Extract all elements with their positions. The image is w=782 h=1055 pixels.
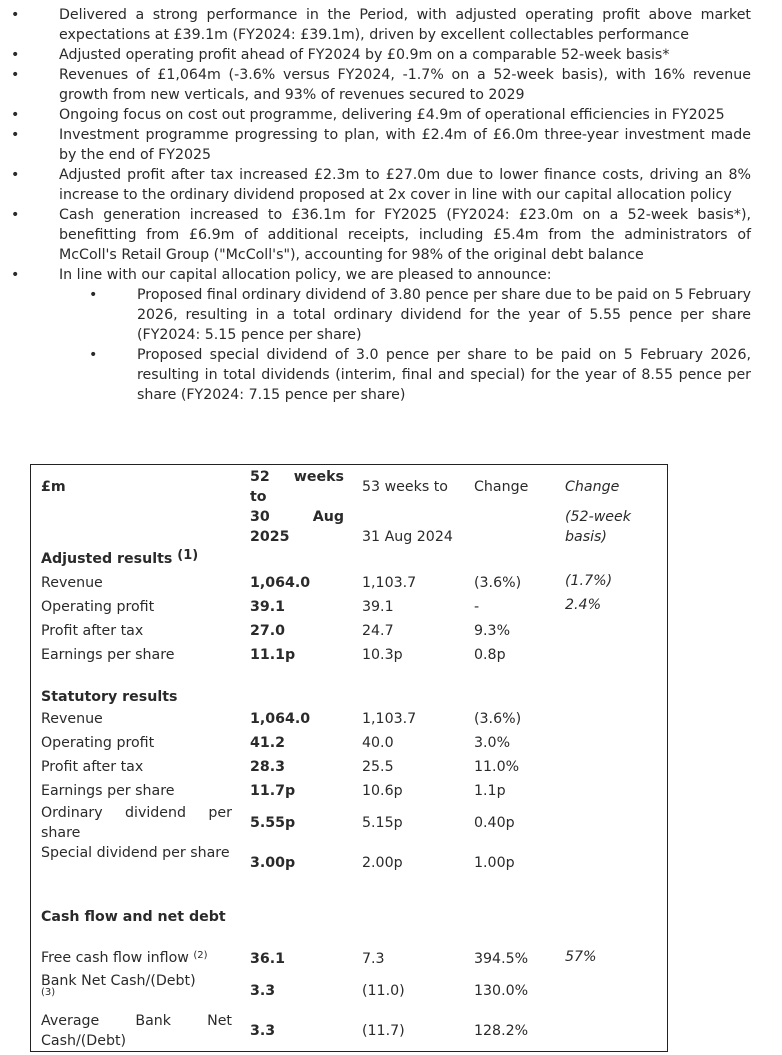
bullet-icon: • xyxy=(11,167,20,183)
row-label: Earnings per share xyxy=(41,647,175,663)
fy24-value: 10.6p xyxy=(362,783,403,799)
fy25-value: 5.55p xyxy=(250,815,296,831)
sub-bullet-icon: • xyxy=(89,347,98,363)
change-value: 1.1p xyxy=(474,783,506,799)
fy24-value: 1,103.7 xyxy=(362,575,417,591)
dividend-text: Proposed final ordinary dividend of 3.80 pence per share due to be paid on 5 February 2026, resulting in a total ordinary dividend for the year of 5.55 pence per share (FY2024: 5.15 pence per share) xyxy=(137,287,752,343)
bullet-icon: • xyxy=(11,107,20,123)
highlight-item xyxy=(0,265,782,405)
row-label: Average Bank Net Cash/(Debt) xyxy=(41,1013,232,1049)
highlight-item xyxy=(0,105,782,125)
highlight-item xyxy=(0,165,782,205)
fy24-value: 5.15p xyxy=(362,815,403,831)
change-value: 128.2% xyxy=(474,1023,529,1039)
bullet-icon: • xyxy=(11,7,20,23)
dividend-list xyxy=(59,285,751,405)
fy24-value: 10.3p xyxy=(362,647,403,663)
col-header-fy25-period: 52 weeks to xyxy=(250,469,344,505)
row-label: Bank Net Cash/(Debt) xyxy=(41,973,196,989)
change-value: 3.0% xyxy=(474,735,511,751)
highlight-text: Adjusted profit after tax increased £2.3m to £27.0m due to lower finance costs, driving an 8% increase to the ordinary dividend proposed at 2x cover in line with our capital allocation policy xyxy=(59,167,751,203)
change-value: 11.0% xyxy=(474,759,520,775)
row-label: Operating profit xyxy=(41,599,155,615)
change-value: 130.0% xyxy=(474,983,529,999)
fy24-value: 39.1 xyxy=(362,599,394,615)
fy25-value: 27.0 xyxy=(250,623,286,639)
footnote-ref: (1) xyxy=(177,548,199,563)
dividend-item xyxy=(59,285,751,345)
section-title-cash: Cash flow and net debt xyxy=(41,909,226,925)
change-value: 0.8p xyxy=(474,647,506,663)
bullet-icon: • xyxy=(11,67,20,83)
dividend-item xyxy=(59,345,751,405)
section-title-adjusted: Adjusted results (1) xyxy=(41,548,199,567)
highlight-text: Cash generation increased to £36.1m for FY2025 (FY2024: £23.0m on a 52-week basis*), benefitting from £6.9m of additional receipts, including £5.4m from the administrators of McColl's Retail Group ("McColl's"), accounting for 98% of the original debt balance xyxy=(59,207,751,263)
highlights-list xyxy=(0,5,782,405)
fy24-value: 25.5 xyxy=(362,759,394,775)
fy25-value: 11.1p xyxy=(250,647,296,663)
highlight-text: Revenues of £1,064m (-3.6% versus FY2024, -1.7% on a 52-week basis), with 16% revenue growth from new verticals, and 93% of revenues secured to 2029 xyxy=(59,67,751,103)
sub-bullet-icon: • xyxy=(89,287,98,303)
highlight-text: Ongoing focus on cost out programme, delivering £4.9m of operational efficiencies in FY2025 xyxy=(59,107,725,123)
fy25-value: 1,064.0 xyxy=(250,711,311,727)
bullet-icon: • xyxy=(11,207,20,223)
bullet-icon: • xyxy=(11,47,20,63)
row-label: Free cash flow inflow $^{(2)}$ xyxy=(41,950,208,966)
fy24-value: 7.3 xyxy=(362,951,385,967)
highlight-item xyxy=(0,65,782,105)
footnote-ref: (2) xyxy=(193,950,208,961)
fy25-value: 36.1 xyxy=(250,951,286,967)
change-value: (3.6%) xyxy=(474,711,522,727)
dividend-text: Proposed special dividend of 3.0 pence per share to be paid on 5 February 2026, resulting in total dividends (interim, final and special) for the year of 8.55 pence per share (FY2024: 7.15 pence per share) xyxy=(137,347,751,403)
highlight-text: Adjusted operating profit ahead of FY2024 by £0.9m on a comparable 52-week basis* xyxy=(59,47,670,63)
highlight-item xyxy=(0,205,782,265)
section-title-statutory: Statutory results xyxy=(41,689,178,705)
fy24-value: (11.0) xyxy=(362,983,405,999)
col-header-units: £m xyxy=(41,479,66,495)
change-value: (3.6%) xyxy=(474,575,522,591)
fy25-value: 39.1 xyxy=(250,599,286,615)
row-label: Profit after tax xyxy=(41,623,144,639)
financial-summary-table xyxy=(30,464,668,1052)
fy25-value: 3.00p xyxy=(250,855,296,871)
row-label: Operating profit xyxy=(41,735,155,751)
bullet-icon: • xyxy=(11,127,20,143)
fy24-value: 2.00p xyxy=(362,855,403,871)
fy24-value: 40.0 xyxy=(362,735,394,751)
col-header-change-52-basis: (52-week basis) xyxy=(565,509,631,545)
col-header-change-52: Change xyxy=(565,479,620,495)
fy25-value: 11.7p xyxy=(250,783,296,799)
fy24-value: 1,103.7 xyxy=(362,711,417,727)
highlight-item xyxy=(0,5,782,45)
highlight-item xyxy=(0,45,782,65)
col-header-fy24-period: 53 weeks to xyxy=(362,479,448,495)
col-header-fy24-date: 31 Aug 2024 xyxy=(362,529,453,545)
row-label: Special dividend per share xyxy=(41,845,230,861)
row-label: Revenue xyxy=(41,711,103,727)
fy25-value: 28.3 xyxy=(250,759,286,775)
change-value: - xyxy=(474,599,480,615)
highlight-item xyxy=(0,125,782,165)
footnote-ref: (3) xyxy=(41,987,56,998)
change-value: 394.5% xyxy=(474,951,529,967)
row-label: Ordinary dividend per share xyxy=(41,805,232,841)
col-header-fy25-date: 30 Aug 2025 xyxy=(250,509,344,545)
row-label: Earnings per share xyxy=(41,783,175,799)
change-52-value: 2.4% xyxy=(565,597,602,613)
row-label: Revenue xyxy=(41,575,103,591)
fy24-value: (11.7) xyxy=(362,1023,405,1039)
change-52-value: (1.7%) xyxy=(565,573,613,589)
fy25-value: 3.3 xyxy=(250,983,276,999)
highlight-text: In line with our capital allocation policy, we are pleased to announce: xyxy=(59,267,552,283)
highlight-text: Delivered a strong performance in the Period, with adjusted operating profit above market expectations at £39.1m (FY2024: £39.1m), driven by excellent collectables performance xyxy=(59,7,751,43)
fy24-value: 24.7 xyxy=(362,623,394,639)
change-value: 1.00p xyxy=(474,855,515,871)
fy25-value: 3.3 xyxy=(250,1023,276,1039)
highlight-text: Investment programme progressing to plan, with £2.4m of £6.0m three-year investment made by the end of FY2025 xyxy=(59,127,751,163)
fy25-value: 41.2 xyxy=(250,735,286,751)
change-value: 0.40p xyxy=(474,815,515,831)
fy25-value: 1,064.0 xyxy=(250,575,311,591)
col-header-change: Change xyxy=(474,479,529,495)
row-label: Profit after tax xyxy=(41,759,144,775)
change-52-value: 57% xyxy=(565,949,597,965)
change-value: 9.3% xyxy=(474,623,511,639)
bullet-icon: • xyxy=(11,267,20,283)
